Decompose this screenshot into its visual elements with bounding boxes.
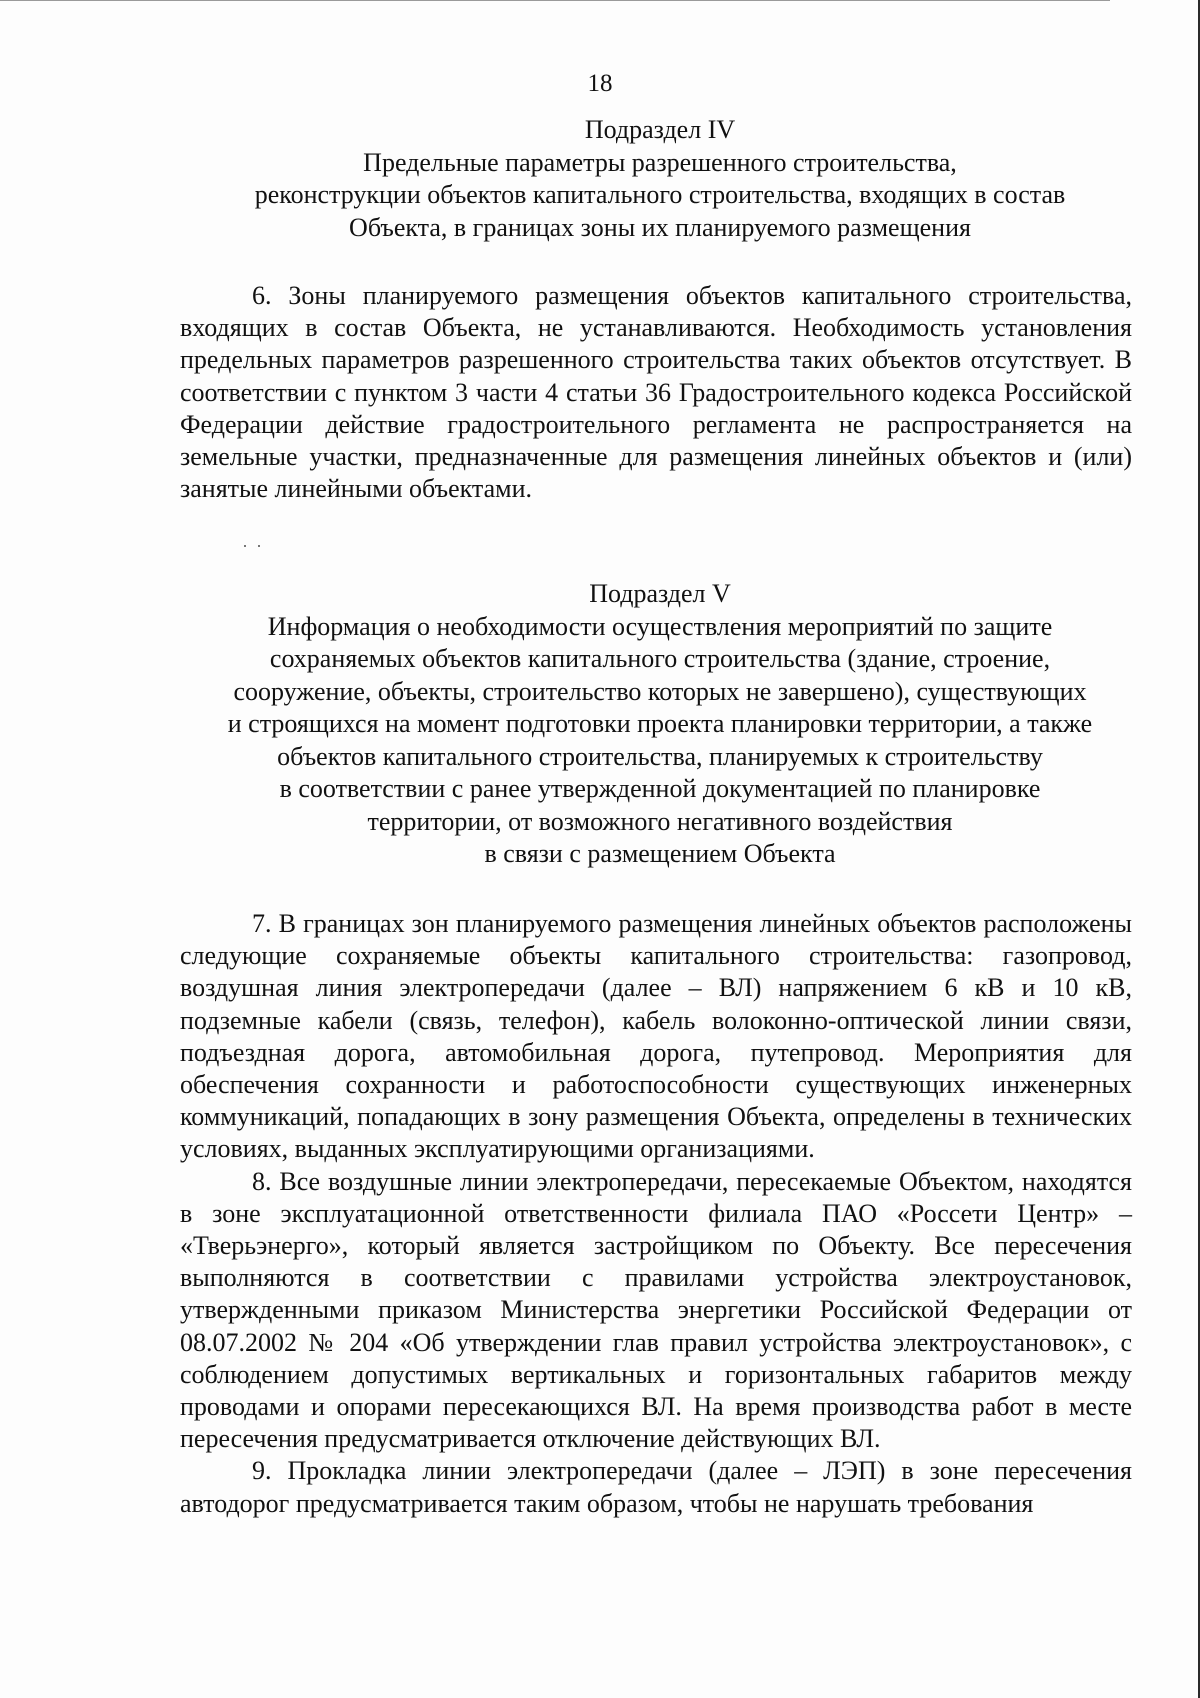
subsection-v-line: сохраняемых объектов капитального строительства (здание, строение, <box>269 644 1051 673</box>
subsection-iv-title: Подраздел IV <box>584 115 736 144</box>
body-block-1 <box>180 280 1132 505</box>
subsection-v-line: объектов капитального строительства, планируемых к строительству <box>277 741 1043 771</box>
paragraph-6: 6. Зоны планируемого размещения объектов капитального строительства, входящих в состав Объекта, не устанавливаются. Необходимость установления предельных параметров разрешенного строительства таких объектов отсутствует. В соответствии с пунктом 3 части 4 статьи 36 Градостроительного кодекса Российской Федерации действие градостроительного регламента не распространяется на земельные участки, предназначенные для размещения линейных объектов и (или) занятые линейными объектами. <box>180 281 1132 504</box>
subsection-v-line: в соответствии с ранее утвержденной документацией по планировке <box>279 774 1041 803</box>
body-block-2 <box>180 908 1132 1520</box>
paragraph-7: 7. В границах зон планируемого размещения линейных объектов расположены следующие сохраняемые объекты капитального строительства: газопровод, воздушная линия электропередачи (далее – ВЛ) напряжением 6 кВ и 10 кВ, подземные кабели (связь, телефон), кабель волоконно-оптической линии связи, подъездная дорога, автомобильная дорога, путепровод. Мероприятия для обеспечения сохранности и работоспособности существующих инженерных коммуникаций, попадающих в зону размещения Объекта, определены в технических условиях, выданных эксплуатирующими организациями. <box>180 909 1132 1164</box>
page-number: 18 <box>587 70 613 97</box>
paragraph-8: 8. Все воздушные линии электропередачи, пересекаемые Объектом, находятся в зоне эксплуатационной ответственности филиала ПАО «Россети Центр» – «Тверьэнерго», который является застройщиком по Объекту. Все пересечения выполняются в соответствии с правилами устройства электроустановок, утвержденными приказом Министерства энергетики Российской Федерации от 08.07.2002 № 204 «Об утверждении глав правил устройства электроустановок», с соблюдением допустимых вертикальных и горизонтальных габаритов между проводами и опорами пересекающихся ВЛ. На время производства работ в месте пересечения предусматривается отключение действующих ВЛ. <box>180 1166 1132 1454</box>
subsection-iv-line: реконструкции объектов капитального строительства, входящих в состав <box>254 180 1066 209</box>
subsection-v-line: Информация о необходимости осуществления мероприятий по защите <box>267 611 1053 641</box>
subsection-v-title: Подраздел V <box>589 579 731 608</box>
subsection-v-line: и строящихся на момент подготовки проекта планировки территории, а также <box>227 709 1093 738</box>
subsection-iv-line: Предельные параметры разрешенного строительства, <box>363 147 957 177</box>
subsection-iv-heading <box>160 114 1160 244</box>
paragraph-9: 9. Прокладка линии электропередачи (далее – ЛЭП) в зоне пересечения автодорог предусматривается таким образом, чтобы не нарушать требования <box>180 1456 1132 1518</box>
scan-edge-top <box>0 0 1110 1</box>
subsection-v-line: сооружение, объекты, строительство которых не завершено), существующих <box>233 676 1087 706</box>
subsection-v-line: в связи с размещением Объекта <box>484 839 836 868</box>
subsection-v-heading <box>160 578 1160 871</box>
scan-artifact <box>244 545 264 549</box>
subsection-iv-line: Объекта, в границах зоны их планируемого размещения <box>349 212 971 242</box>
subsection-v-line: территории, от возможного негативного воздействия <box>367 806 953 836</box>
